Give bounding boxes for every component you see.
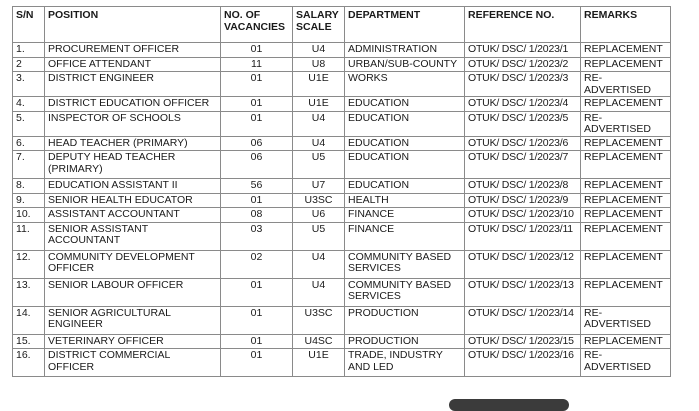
cell-sn: 13. bbox=[13, 278, 45, 306]
cell-reference: OTUK/ DSC/ 1/2023/1 bbox=[465, 43, 581, 58]
table-row bbox=[13, 349, 671, 377]
cell-sn: 10. bbox=[13, 208, 45, 223]
cell-department: PRODUCTION bbox=[345, 334, 465, 349]
cell-department: EDUCATION bbox=[345, 179, 465, 194]
cell-reference: OTUK/ DSC/ 1/2023/2 bbox=[465, 57, 581, 72]
cell-position: OFFICE ATTENDANT bbox=[45, 57, 221, 72]
cell-vacancies: 01 bbox=[221, 43, 293, 58]
cell-department: FINANCE bbox=[345, 208, 465, 223]
cell-position: DEPUTY HEAD TEACHER (PRIMARY) bbox=[45, 151, 221, 179]
cell-scale: U6 bbox=[293, 208, 345, 223]
cell-reference: OTUK/ DSC/ 1/2023/9 bbox=[465, 193, 581, 208]
cell-position: COMMUNITY DEVELOPMENT OFFICER bbox=[45, 250, 221, 278]
cell-sn: 14. bbox=[13, 306, 45, 334]
cell-sn: 11. bbox=[13, 222, 45, 250]
cell-position: DISTRICT EDUCATION OFFICER bbox=[45, 97, 221, 112]
cell-scale: U4SC bbox=[293, 334, 345, 349]
table-row bbox=[13, 151, 671, 179]
table-row bbox=[13, 43, 671, 58]
cell-position: PROCUREMENT OFFICER bbox=[45, 43, 221, 58]
cell-scale: U1E bbox=[293, 97, 345, 112]
cell-remarks: REPLACEMENT bbox=[581, 43, 671, 58]
cell-department: HEALTH bbox=[345, 193, 465, 208]
cell-sn: 6. bbox=[13, 136, 45, 151]
cell-vacancies: 06 bbox=[221, 151, 293, 179]
cell-sn: 7. bbox=[13, 151, 45, 179]
table-row bbox=[13, 334, 671, 349]
cell-reference: OTUK/ DSC/ 1/2023/15 bbox=[465, 334, 581, 349]
bottom-overlay-bar bbox=[449, 399, 569, 411]
table-row bbox=[13, 193, 671, 208]
header-position: POSITION bbox=[45, 7, 221, 43]
cell-position: SENIOR HEALTH EDUCATOR bbox=[45, 193, 221, 208]
cell-vacancies: 02 bbox=[221, 250, 293, 278]
cell-reference: OTUK/ DSC/ 1/2023/12 bbox=[465, 250, 581, 278]
cell-scale: U7 bbox=[293, 179, 345, 194]
table-row bbox=[13, 208, 671, 223]
table-header-row bbox=[13, 7, 671, 43]
cell-scale: U3SC bbox=[293, 306, 345, 334]
cell-department: ADMINISTRATION bbox=[345, 43, 465, 58]
table-row bbox=[13, 222, 671, 250]
cell-remarks: REPLACEMENT bbox=[581, 208, 671, 223]
cell-reference: OTUK/ DSC/ 1/2023/13 bbox=[465, 278, 581, 306]
cell-position: SENIOR LABOUR OFFICER bbox=[45, 278, 221, 306]
cell-remarks: RE-ADVERTISED bbox=[581, 72, 671, 97]
cell-scale: U8 bbox=[293, 57, 345, 72]
cell-remarks: REPLACEMENT bbox=[581, 179, 671, 194]
cell-remarks: REPLACEMENT bbox=[581, 222, 671, 250]
cell-scale: U4 bbox=[293, 278, 345, 306]
header-department: DEPARTMENT bbox=[345, 7, 465, 43]
cell-department: EDUCATION bbox=[345, 151, 465, 179]
cell-department: WORKS bbox=[345, 72, 465, 97]
header-vacancies: NO. OF VACANCIES bbox=[221, 7, 293, 43]
cell-sn: 8. bbox=[13, 179, 45, 194]
cell-remarks: REPLACEMENT bbox=[581, 193, 671, 208]
table-row bbox=[13, 136, 671, 151]
cell-position: SENIOR AGRICULTURAL ENGINEER bbox=[45, 306, 221, 334]
cell-vacancies: 01 bbox=[221, 278, 293, 306]
cell-sn: 5. bbox=[13, 111, 45, 136]
cell-remarks: REPLACEMENT bbox=[581, 250, 671, 278]
cell-remarks: RE-ADVERTISED bbox=[581, 349, 671, 377]
cell-reference: OTUK/ DSC/ 1/2023/4 bbox=[465, 97, 581, 112]
cell-scale: U1E bbox=[293, 72, 345, 97]
cell-remarks: REPLACEMENT bbox=[581, 136, 671, 151]
cell-scale: U3SC bbox=[293, 193, 345, 208]
cell-position: ASSISTANT ACCOUNTANT bbox=[45, 208, 221, 223]
cell-vacancies: 56 bbox=[221, 179, 293, 194]
cell-reference: OTUK/ DSC/ 1/2023/7 bbox=[465, 151, 581, 179]
cell-position: DISTRICT COMMERCIAL OFFICER bbox=[45, 349, 221, 377]
cell-reference: OTUK/ DSC/ 1/2023/10 bbox=[465, 208, 581, 223]
cell-vacancies: 01 bbox=[221, 193, 293, 208]
cell-position: EDUCATION ASSISTANT II bbox=[45, 179, 221, 194]
cell-scale: U4 bbox=[293, 43, 345, 58]
cell-scale: U5 bbox=[293, 222, 345, 250]
cell-vacancies: 08 bbox=[221, 208, 293, 223]
cell-department: URBAN/SUB-COUNTY bbox=[345, 57, 465, 72]
header-reference: REFERENCE NO. bbox=[465, 7, 581, 43]
cell-sn: 2 bbox=[13, 57, 45, 72]
cell-sn: 4. bbox=[13, 97, 45, 112]
cell-department: COMMUNITY BASED SERVICES bbox=[345, 250, 465, 278]
cell-reference: OTUK/ DSC/ 1/2023/11 bbox=[465, 222, 581, 250]
header-remarks: REMARKS bbox=[581, 7, 671, 43]
cell-vacancies: 11 bbox=[221, 57, 293, 72]
vacancies-table bbox=[12, 6, 671, 377]
cell-vacancies: 01 bbox=[221, 72, 293, 97]
table-row bbox=[13, 72, 671, 97]
cell-vacancies: 06 bbox=[221, 136, 293, 151]
cell-remarks: RE-ADVERTISED bbox=[581, 306, 671, 334]
cell-reference: OTUK/ DSC/ 1/2023/5 bbox=[465, 111, 581, 136]
cell-reference: OTUK/ DSC/ 1/2023/16 bbox=[465, 349, 581, 377]
cell-remarks: REPLACEMENT bbox=[581, 334, 671, 349]
cell-sn: 9. bbox=[13, 193, 45, 208]
cell-vacancies: 01 bbox=[221, 306, 293, 334]
cell-department: COMMUNITY BASED SERVICES bbox=[345, 278, 465, 306]
cell-sn: 12. bbox=[13, 250, 45, 278]
header-salary-scale: SALARY SCALE bbox=[293, 7, 345, 43]
cell-remarks: REPLACEMENT bbox=[581, 97, 671, 112]
table-row bbox=[13, 278, 671, 306]
cell-position: HEAD TEACHER (PRIMARY) bbox=[45, 136, 221, 151]
cell-scale: U5 bbox=[293, 151, 345, 179]
cell-position: SENIOR ASSISTANT ACCOUNTANT bbox=[45, 222, 221, 250]
cell-reference: OTUK/ DSC/ 1/2023/3 bbox=[465, 72, 581, 97]
cell-vacancies: 01 bbox=[221, 349, 293, 377]
cell-vacancies: 01 bbox=[221, 111, 293, 136]
cell-department: FINANCE bbox=[345, 222, 465, 250]
cell-department: EDUCATION bbox=[345, 97, 465, 112]
cell-scale: U4 bbox=[293, 111, 345, 136]
table-row bbox=[13, 57, 671, 72]
header-sn: S/N bbox=[13, 7, 45, 43]
table-row bbox=[13, 179, 671, 194]
cell-remarks: REPLACEMENT bbox=[581, 151, 671, 179]
table-row bbox=[13, 306, 671, 334]
cell-vacancies: 03 bbox=[221, 222, 293, 250]
cell-position: INSPECTOR OF SCHOOLS bbox=[45, 111, 221, 136]
cell-department: EDUCATION bbox=[345, 136, 465, 151]
cell-position: VETERINARY OFFICER bbox=[45, 334, 221, 349]
cell-scale: U4 bbox=[293, 136, 345, 151]
cell-reference: OTUK/ DSC/ 1/2023/8 bbox=[465, 179, 581, 194]
cell-sn: 1. bbox=[13, 43, 45, 58]
cell-sn: 15. bbox=[13, 334, 45, 349]
cell-department: TRADE, INDUSTRY AND LED bbox=[345, 349, 465, 377]
cell-sn: 16. bbox=[13, 349, 45, 377]
cell-position: DISTRICT ENGINEER bbox=[45, 72, 221, 97]
cell-department: PRODUCTION bbox=[345, 306, 465, 334]
cell-sn: 3. bbox=[13, 72, 45, 97]
cell-vacancies: 01 bbox=[221, 334, 293, 349]
cell-reference: OTUK/ DSC/ 1/2023/6 bbox=[465, 136, 581, 151]
cell-scale: U4 bbox=[293, 250, 345, 278]
cell-vacancies: 01 bbox=[221, 97, 293, 112]
cell-remarks: REPLACEMENT bbox=[581, 278, 671, 306]
table-row bbox=[13, 111, 671, 136]
cell-department: EDUCATION bbox=[345, 111, 465, 136]
cell-reference: OTUK/ DSC/ 1/2023/14 bbox=[465, 306, 581, 334]
cell-scale: U1E bbox=[293, 349, 345, 377]
cell-remarks: REPLACEMENT bbox=[581, 57, 671, 72]
table-row bbox=[13, 250, 671, 278]
cell-remarks: RE-ADVERTISED bbox=[581, 111, 671, 136]
table-row bbox=[13, 97, 671, 112]
